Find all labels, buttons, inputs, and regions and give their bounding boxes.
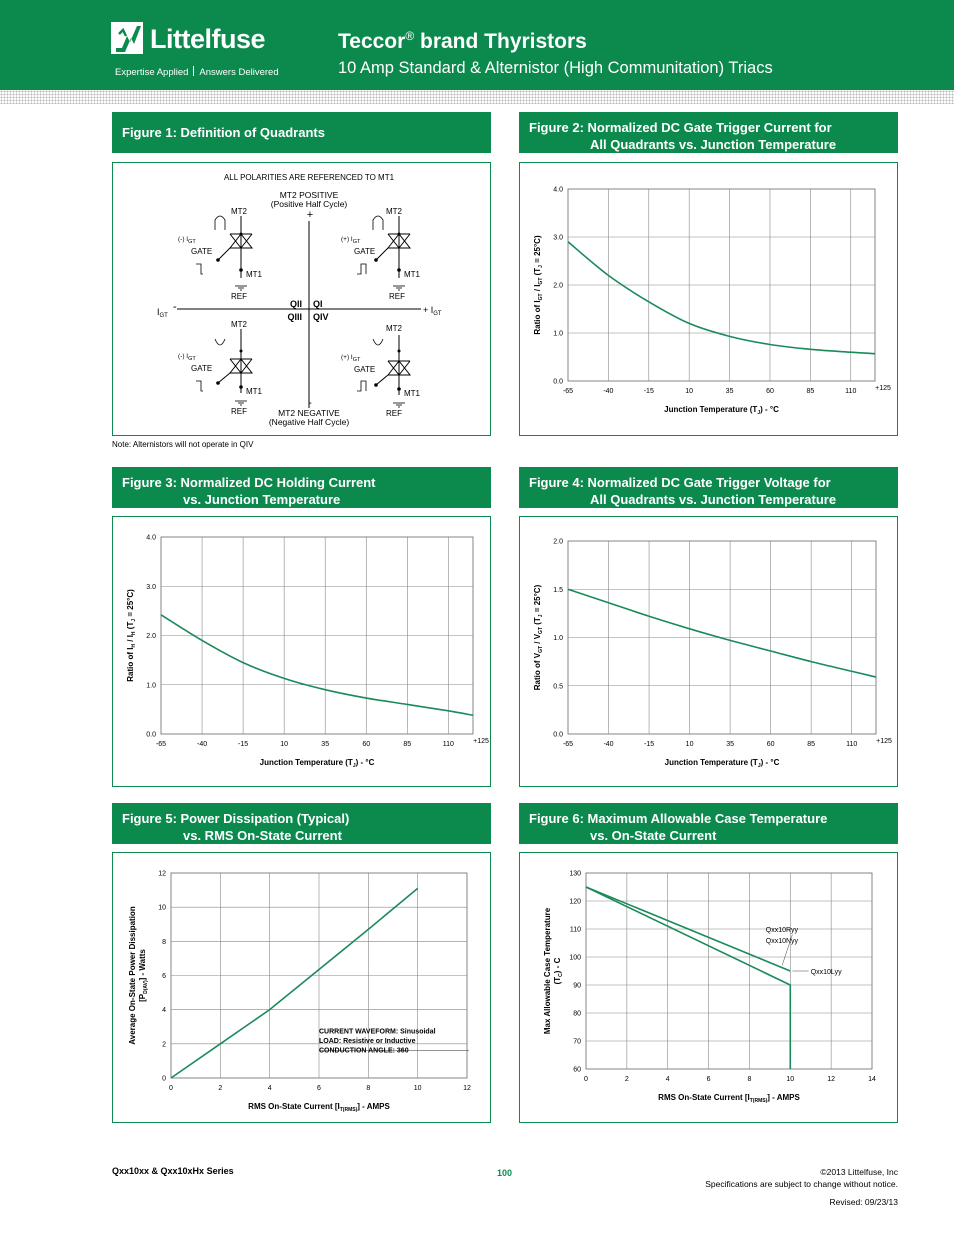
series-line [568,242,875,354]
quadrant-2-label: QII [289,299,302,309]
tagline-right: Answers Delivered [199,67,279,78]
circuit-qii [178,207,263,301]
figure-5-title: Figure 5: Power Dissipation (Typical) vs. RMS On-State Current [112,803,491,844]
svg-text:MT1: MT1 [404,389,420,398]
figure-3-chart [113,517,490,786]
series-label: Qxx10Nyy [765,938,799,945]
y-tick-label: 1.5 [553,586,563,594]
igt-left-label: $I_{GT}$ [157,307,168,319]
plus-top: + [306,209,314,221]
x-tick-label: 12 [827,1076,836,1083]
y-tick-label: 2.0 [553,282,563,290]
circuit-qiv [341,324,421,418]
dotted-band [0,90,954,104]
x-tick-label: 60 [766,388,774,395]
figure-2-chart [520,163,897,435]
y-axis-label-units: $[P_{D(AV)}]$ - Watts [138,949,149,1002]
series-line [568,589,876,677]
svg-text:GATE: GATE [354,247,376,256]
figure-6-title: Figure 6: Maximum Allowable Case Temperature vs. On-State Current [519,803,898,844]
figure-4-chart [520,517,897,786]
x-tick-label: 0 [584,1076,588,1083]
figure-5-chart [113,853,490,1122]
x-tick-label: 12 [463,1085,471,1092]
footer-legal [705,1166,898,1208]
y-tick-label: 3.0 [146,583,156,591]
x-tick-label: 8 [747,1076,752,1083]
tagline [115,66,279,78]
x-tick-label: 35 [726,741,735,748]
x-tick-label: 14 [868,1076,876,1083]
figure-4-panel [519,516,898,787]
x-tick-label: 60 [766,741,775,748]
x-tick-label: 35 [321,741,330,748]
y-tick-label: 70 [573,1038,581,1046]
positive-half-label: (Positive Half Cycle) [270,199,348,209]
x-tick-label: 0 [169,1085,173,1092]
y-tick-label: 0.0 [553,378,563,386]
series-line [586,887,790,1069]
y-tick-label: 80 [573,1010,581,1018]
svg-text:REF: REF [231,407,247,416]
x-tick-label: 6 [706,1076,711,1083]
svg-text:MT1: MT1 [404,270,420,279]
mt2-positive-label: MT2 POSITIVE [279,190,339,200]
x-tick-label: -15 [643,388,654,395]
y-tick-label: 4 [162,1007,166,1015]
x-axis-label: RMS On-State Current $[I_{T(RMS)}]$ - AMPS [248,1102,390,1113]
y-tick-label: 110 [569,926,581,934]
x-tick-label: 10 [413,1085,422,1092]
y-tick-label: 2.0 [146,633,156,640]
x-tick-label: 4 [665,1076,670,1083]
y-tick-label: 0.0 [146,731,156,739]
y-tick-label: 120 [569,898,581,906]
x-tick-label: +125 [875,385,891,392]
x-tick-label: 10 [786,1076,795,1083]
figure-6-panel [519,852,898,1123]
x-tick-label: 6 [317,1085,321,1092]
x-axis-label: RMS On-State Current $[I_{T(RMS)}]$ - AMPS [658,1093,800,1104]
x-axis-label: Junction Temperature $(T_J) - ^\circ C$ [664,758,780,769]
x-tick-label: -65 [155,741,167,748]
y-tick-label: 1.0 [553,330,563,338]
figure-1-panel [112,162,491,436]
quadrant-diagram [113,163,490,435]
revised-date: Revised: 09/23/13 [829,1197,898,1207]
x-tick-label: 85 [806,388,815,395]
y-axis-label: Ratio of $I_H / I_H$ $(T_J = 25^\circ C)$ [126,589,137,682]
x-tick-label: -65 [562,388,574,395]
svg-text:MT1: MT1 [246,270,262,279]
x-tick-label: 8 [366,1085,371,1092]
figure-2-panel [519,162,898,436]
x-tick-label: 2 [624,1076,629,1083]
quadrant-3-label: QIII [287,312,302,322]
x-tick-label: -65 [562,741,574,748]
x-tick-label: 110 [845,388,857,395]
minus-bottom: - [308,397,312,409]
annotation-text: CURRENT WAVEFORM: Sinusoidal [319,1028,436,1036]
page-number: 100 [497,1168,513,1178]
svg-text:GATE: GATE [191,364,213,373]
svg-text:MT2: MT2 [231,207,247,216]
x-tick-label: 10 [280,741,289,748]
quadrant-1-label: QI [313,299,323,309]
y-axis-label: Max Allowable Case Temperature [543,907,552,1035]
y-tick-label: 8 [162,938,166,946]
y-tick-label: 0.0 [553,731,563,739]
svg-text:MT1: MT1 [246,387,262,396]
polarity-note: ALL POLARITIES ARE REFERENCED TO MT1 [223,173,395,182]
x-tick-label: 110 [442,741,454,748]
y-axis-label: Ratio of $I_{GT} / I_{GT}$ $(T_J = 25^\circ C)$ [533,235,544,335]
y-tick-label: 60 [573,1066,581,1074]
series-label: Qxx10Lyy [810,968,842,976]
svg-text:(+) IGT: (+) $I_{GT}$ [341,236,361,245]
figure-6-chart [520,853,897,1122]
circuit-qiii [178,320,263,416]
igt-right-label: + $I_{GT}$ [423,305,442,317]
negative-half-label: (Negative Half Cycle) [268,417,350,427]
annotation-text: LOAD: Resistive or Inductive [319,1038,416,1046]
svg-text:MT2: MT2 [386,207,402,216]
y-tick-label: 2.0 [553,538,563,546]
y-tick-label: 0.5 [553,683,563,691]
svg-text:GATE: GATE [354,365,376,374]
x-axis-label: Junction Temperature $(T_J) - ^\circ C$ [664,405,779,416]
x-tick-label: -15 [643,741,655,748]
y-tick-label: 12 [158,870,166,878]
x-tick-label: 4 [267,1085,272,1092]
figure-3-title: Figure 3: Normalized DC Holding Current vs. Junction Temperature [112,467,491,508]
svg-text:(-) IGT: (-) $I_{GT}$ [178,353,196,362]
copyright: ©2013 Littelfuse, Inc [820,1167,898,1177]
x-tick-label: -40 [603,388,614,395]
svg-text:REF: REF [386,409,402,418]
figure-4-title: Figure 4: Normalized DC Gate Trigger Voltage for All Quadrants vs. Junction Temperature [519,467,898,508]
svg-text:MT2: MT2 [386,324,402,333]
y-tick-label: 3.0 [553,234,563,242]
y-axis-label: Ratio of $V_{GT} / V_{GT}$ $(T_J = 25^\circ C)$ [533,584,544,691]
y-tick-label: 1.0 [146,682,156,690]
svg-text:MT2: MT2 [231,320,247,329]
circuit-qi [341,207,421,301]
series-line [161,615,473,715]
x-tick-label: 2 [218,1085,223,1092]
littelfuse-logo [110,18,290,78]
title-block [338,24,773,79]
x-tick-label: 85 [807,741,816,748]
svg-text:(+) IGT: (+) $I_{GT}$ [341,354,361,363]
y-axis-label: Average On-State Power Dissipation [128,906,137,1045]
x-tick-label: -40 [196,741,208,748]
figure-2-title: Figure 2: Normalized DC Gate Trigger Current for All Quadrants vs. Junction Temperature [519,112,898,153]
page-header [0,0,954,90]
disclaimer: Specifications are subject to change without notice. [705,1179,898,1189]
y-tick-label: 10 [158,904,166,912]
y-tick-label: 0 [162,1075,166,1083]
y-tick-label: 130 [569,870,581,878]
x-tick-label: 110 [846,741,858,748]
x-tick-label: -15 [238,741,249,748]
x-tick-label: 85 [403,741,412,748]
y-tick-label: 1.0 [553,635,563,642]
annotation-text: CONDUCTION ANGLE: 360 [319,1047,409,1055]
y-tick-label: 6 [162,973,166,980]
mt2-negative-label: MT2 NEGATIVE [278,408,340,418]
figure-5-panel [112,852,491,1123]
x-tick-label: 60 [362,741,371,748]
alternistor-note: Note: Alternistors will not operate in QIV [112,440,254,449]
figure-1-title: Figure 1: Definition of Quadrants [112,112,491,153]
x-tick-label: -40 [603,741,614,748]
y-tick-label: 2 [162,1041,166,1049]
svg-text:REF: REF [231,292,247,301]
svg-text:GATE: GATE [191,247,213,256]
svg-text:REF: REF [389,292,405,301]
y-tick-label: 4.0 [553,186,563,194]
igt-left-minus: - [173,301,177,313]
tagline-left: Expertise Applied [115,67,189,78]
x-tick-label: 10 [685,741,694,748]
series-label: Qxx10Ryy [765,926,799,934]
document-subtitle: 10 Amp Standard & Alternistor (High Communitation) Triacs [338,59,773,77]
x-axis-label: Junction Temperature $(T_J) - ^\circ C$ [259,758,375,769]
y-tick-label: 4.0 [146,534,156,542]
y-tick-label: 100 [569,954,581,962]
svg-text:(-) IGT: (-) $I_{GT}$ [178,236,196,245]
x-tick-label: +125 [473,738,489,745]
footer-series: Qxx10xx & Qxx10xHx Series [112,1166,234,1176]
littelfuse-logo-icon [110,18,150,58]
x-tick-label: 35 [725,388,734,395]
figure-3-panel [112,516,491,787]
x-tick-label: +125 [876,738,892,745]
y-axis-label-units: $(T_C)$ - C [553,957,564,985]
quadrant-4-label: QIV [313,312,329,322]
document-title: Teccor® brand Thyristors [338,29,587,53]
y-tick-label: 90 [573,982,581,990]
x-tick-label: 10 [685,388,694,395]
brand-name: Littelfuse [150,24,266,54]
